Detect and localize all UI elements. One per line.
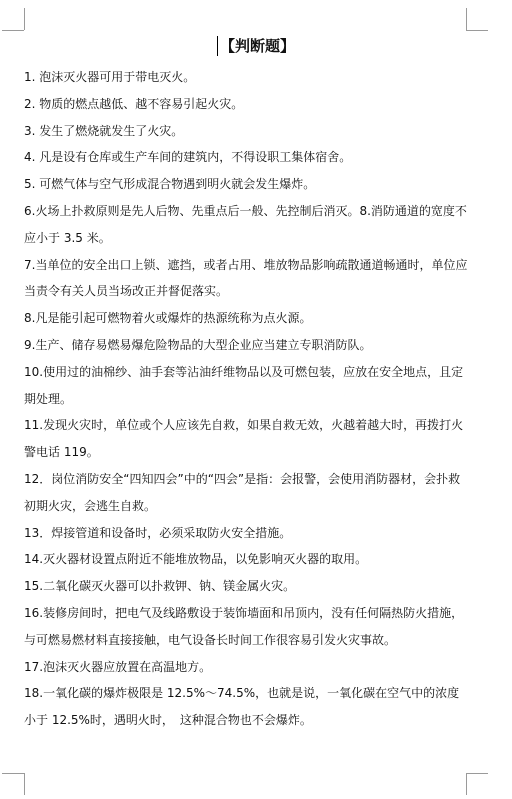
- question-item: 12．岗位消防安全“四知四会”中的“四会”是指：会报警，会使用消防器材，会扑救初期火灾，会逃生自救。: [24, 471, 461, 513]
- question-item: 8.凡是能引起可燃物着火或爆炸的热源统称为点火源。: [24, 311, 312, 326]
- crop-mark-bottom-left-h: [2, 773, 24, 774]
- question-item: 5. 可燃气体与空气形成混合物遇到明火就会发生爆炸。: [24, 177, 316, 192]
- question-item: 11.发现火灾时，单位或个人应该先自救，如果自救无效，火越着越大时，再拨打火警电话 119。: [24, 418, 464, 460]
- crop-mark-top-left-v: [24, 8, 25, 30]
- section-title[interactable]: [0, 35, 512, 57]
- question-item: 16.装修房间时，把电气及线路敷设于装饰墙面和吊顶内，没有任何隔热防火措施，与可燃易燃材料直接接触，电气设备长时间工作很容易引发火灾事故。: [24, 605, 464, 647]
- question-item: 10.使用过的油棉纱、油手套等沾油纤维物品以及可燃包装，应放在安全地点，且定期处理。: [24, 364, 464, 406]
- crop-mark-bottom-right-v: [466, 773, 467, 795]
- crop-mark-top-right-h: [466, 30, 488, 31]
- question-item: 17.泡沫灭火器应放置在高温地方。: [24, 659, 212, 674]
- text-cursor: [217, 36, 218, 56]
- question-item: 1. 泡沫灭火器可用于带电灭火。: [24, 70, 196, 84]
- question-item: 7.当单位的安全出口上锁、遮挡，或者占用、堆放物品影响疏散通道畅通时，单位应当责令有关人员当场改正并督促落实。: [24, 257, 468, 299]
- crop-mark-bottom-right-h: [466, 773, 488, 774]
- crop-mark-bottom-left-v: [24, 773, 25, 795]
- question-item: 4. 凡是设有仓库或生产车间的建筑内，不得设职工集体宿舍。: [24, 150, 352, 165]
- question-item: 14.灭火器材设置点附近不能堆放物品，以免影响灭火器的取用。: [24, 552, 368, 567]
- question-item: 9.生产、储存易燃易爆危险物品的大型企业应当建立专职消防队。: [24, 337, 372, 352]
- question-item: 2. 物质的燃点越低、越不容易引起火灾。: [24, 96, 244, 111]
- question-item: 15.二氧化碳灭火器可以扑救钾、钠、镁金属火灾。: [24, 579, 296, 594]
- question-list: [24, 64, 470, 734]
- section-title-text: 【判断题】: [219, 37, 295, 55]
- question-item: 13．焊接管道和设备时，必须采取防火安全措施。: [24, 525, 292, 540]
- question-item: 3. 发生了燃烧就发生了火灾。: [24, 123, 184, 138]
- question-item: 6.火场上扑救原则是先人后物、先重点后一般、先控制后消灭。8.消防通道的宽度不应小于 3.5 米。: [24, 203, 467, 245]
- question-item: 18.一氧化碳的爆炸极限是 12.5%～74.5%，也就是说，一氧化碳在空气中的浓度小于 12.5%时，遇明火时， 这种混合物也不会爆炸。: [24, 686, 460, 728]
- crop-mark-top-left-h: [2, 30, 24, 31]
- crop-mark-top-right-v: [466, 8, 467, 30]
